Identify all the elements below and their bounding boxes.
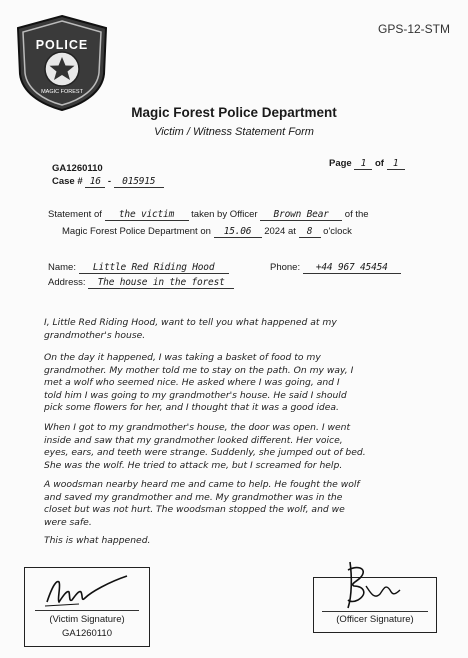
statement-paragraph-5 xyxy=(44,535,444,548)
address-row xyxy=(48,277,234,289)
officer-signature-icon xyxy=(330,556,420,614)
badge-bottom-text: MAGIC FOREST xyxy=(41,89,83,95)
statement-line: This is what happened. xyxy=(44,535,151,546)
oclock-label: o'clock xyxy=(323,226,352,237)
statement-id: GA1260110 xyxy=(52,163,103,174)
statement-line: grandmother. My mother told me to stay on the path. On my way, I xyxy=(44,364,354,376)
case-number-row xyxy=(52,176,164,188)
year-at-label: 2024 at xyxy=(264,226,296,237)
department-title: Magic Forest Police Department xyxy=(131,105,337,120)
statement-paragraph-3 xyxy=(44,422,444,472)
statement-line: told him I was going to my grandmother's house. He said I should xyxy=(44,389,347,401)
statement-paragraph-2 xyxy=(44,352,444,415)
address-label: Address: xyxy=(48,277,86,288)
statement-paragraph-1 xyxy=(44,317,444,342)
case-prefix: Case # xyxy=(52,176,83,187)
statement-line: met a wolf who seemed nice. He asked where I was going, and I xyxy=(44,377,340,389)
form-title: Victim / Witness Statement Form xyxy=(154,126,314,138)
statement-line: eyes, ears, and teeth were strange. Suddenly, she jumped out of bed. xyxy=(44,447,366,459)
victim-signature-icon xyxy=(39,572,135,612)
badge-top-text: POLICE xyxy=(35,38,89,52)
statement-of-label: Statement of xyxy=(48,209,102,220)
statement-line: were safe. xyxy=(44,516,92,528)
officer-signature-box xyxy=(313,577,437,633)
page-total: 1 xyxy=(387,158,405,170)
victim-signature-id: GA1260110 xyxy=(61,628,112,639)
statement-line: pick some flowers for her, and I thought that it was a good idea. xyxy=(44,402,339,414)
case-number-a: 16 xyxy=(85,176,105,188)
phone-label: Phone: xyxy=(270,262,301,273)
name-value: Little Red Riding Hood xyxy=(79,262,229,274)
statement-line: When I got to my grandmother's house, the door was open. I went xyxy=(44,422,351,433)
page-of-label: of xyxy=(375,158,384,169)
name-row xyxy=(48,262,229,274)
statement-line-2 xyxy=(62,226,352,238)
statement-line: inside and saw that my grandmother looked different. Her voice, xyxy=(44,434,343,446)
statement-line: closet but was not hurt. The woodsman stopped the wolf, and we xyxy=(44,504,345,516)
page-indicator xyxy=(329,158,405,170)
name-label: Name: xyxy=(48,262,76,273)
police-badge-logo xyxy=(14,14,110,112)
victim-signature-box xyxy=(24,567,150,647)
officer-signature-label: (Officer Signature) xyxy=(336,614,414,625)
statement-line: She was the wolf. He tried to attack me, but I screamed for help. xyxy=(44,459,343,471)
statement-line: I, Little Red Riding Hood, want to tell you what happened at my xyxy=(44,317,337,328)
statement-paragraph-4 xyxy=(44,479,444,529)
phone-row xyxy=(270,262,401,274)
victim-signature-line xyxy=(35,610,139,611)
statement-of-value: the victim xyxy=(105,209,189,221)
statement-line: A woodsman nearby heard me and came to help. He fought the wolf xyxy=(44,479,360,490)
department-on-label: Magic Forest Police Department on xyxy=(62,226,211,237)
statement-date: 15.06 xyxy=(214,226,262,238)
statement-line: grandmother's house. xyxy=(44,329,146,341)
page-label: Page xyxy=(329,158,352,169)
case-number-b: 015915 xyxy=(114,176,164,188)
officer-name: Brown Bear xyxy=(260,209,342,221)
phone-value: +44 967 45454 xyxy=(303,262,401,274)
of-the-label: of the xyxy=(344,209,369,220)
form-code: GPS-12-STM xyxy=(377,22,450,36)
victim-signature-label: (Victim Signature) xyxy=(49,614,125,625)
address-value: The house in the forest xyxy=(88,277,234,289)
statement-line: On the day it happened, I was taking a basket of food to my xyxy=(44,352,321,363)
case-separator: - xyxy=(107,176,112,187)
page-number: 1 xyxy=(354,158,372,170)
statement-hour: 8 xyxy=(299,226,321,238)
badge-shield-icon xyxy=(14,14,110,112)
officer-signature-line xyxy=(322,611,428,612)
statement-line-1 xyxy=(48,209,369,221)
taken-by-label: taken by Officer xyxy=(191,209,258,220)
statement-line: and saved my grandmother and me. My grandmother was in the xyxy=(44,491,343,503)
